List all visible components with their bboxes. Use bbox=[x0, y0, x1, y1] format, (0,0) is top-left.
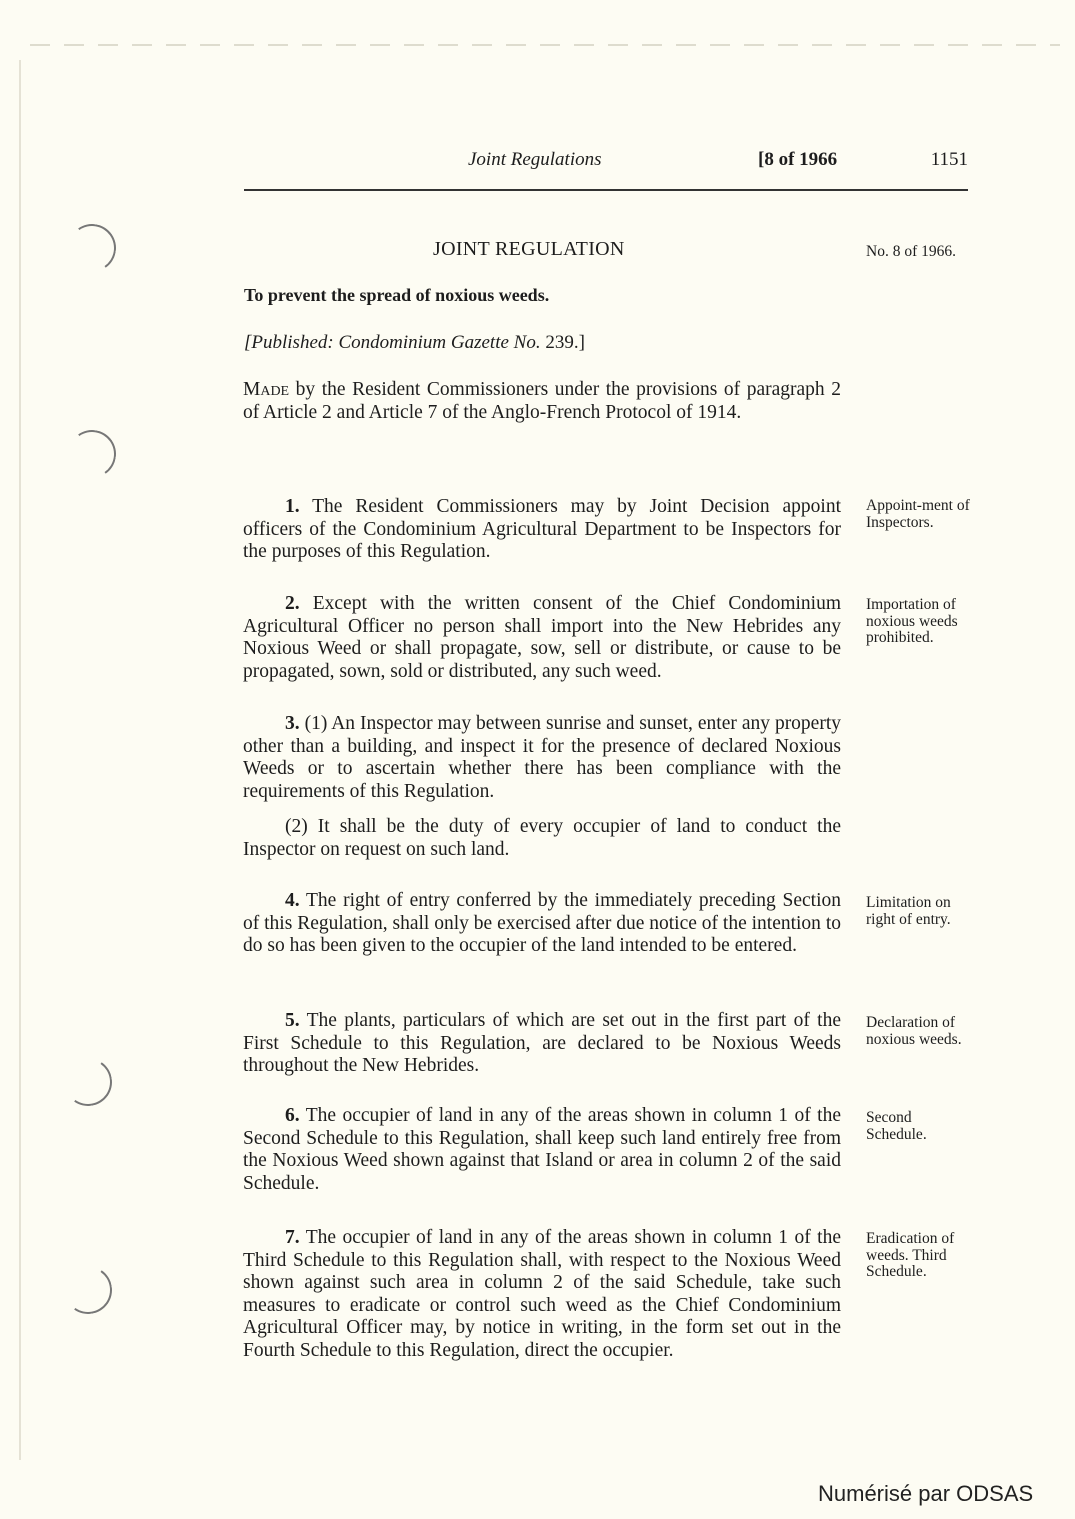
punch-hole-icon bbox=[60, 1262, 116, 1318]
digitization-credit: Numérisé par ODSAS bbox=[818, 1481, 1034, 1506]
margin-note-5: Declaration of noxious weeds. bbox=[866, 1014, 962, 1048]
section-1 bbox=[243, 496, 841, 564]
section-number: 2. bbox=[285, 593, 300, 614]
enacting-first-word: Made bbox=[243, 379, 290, 400]
publication-prefix: [Published: Condominium Gazette No. bbox=[244, 332, 541, 353]
margin-note-4: Limitation on right of entry. bbox=[866, 894, 951, 928]
section-text: Except with the written consent of the Chief Condominium Agricultural Officer no person shall import into the New Hebrides any Noxious Weed or shall propagate, sow, sell or distribute, or cause to be propagated, sown, sold or distributed, any such weed. bbox=[243, 593, 841, 682]
section-text: (1) An Inspector may between sunrise and sunset, enter any property other than a building, and inspect it for the presence of declared Noxious Weeds or to ascertain whether there has been compliance with the requirements of this Regulation. bbox=[243, 713, 841, 802]
section-5 bbox=[243, 1010, 841, 1078]
section-text: The occupier of land in any of the areas shown in column 1 of the Second Schedule to this Regulation, shall keep such land entirely free from the Noxious Weed shown against that Island or area in column 2 of the said Schedule. bbox=[243, 1105, 841, 1194]
margin-note-2: Importation of noxious weeds prohibited. bbox=[866, 596, 958, 646]
section-7 bbox=[243, 1227, 841, 1362]
margin-note-7: Eradication of weeds. Third Schedule. bbox=[866, 1230, 955, 1280]
section-3 bbox=[243, 713, 841, 803]
publication-suffix: 239.] bbox=[540, 332, 585, 353]
enacting-clause bbox=[243, 379, 841, 424]
punch-hole-icon bbox=[60, 1054, 116, 1110]
regulation-reference: [8 of 1966 bbox=[758, 149, 838, 170]
scan-edge-top bbox=[30, 44, 1060, 46]
document-heading: JOINT REGULATION bbox=[433, 238, 625, 260]
section-3-subsection-2: (2) It shall be the duty of every occupier of land to conduct the Inspector on request on such land. bbox=[243, 816, 841, 860]
section-2 bbox=[243, 593, 841, 683]
section-number: 4. bbox=[285, 890, 300, 911]
section-text: The occupier of land in any of the areas shown in column 1 of the Third Schedule to this Regulation shall, with respect to the Noxious Weed shown against such area in column 2 of the said Schedule, take such measures to eradicate or control such weed as the Chief Condominium Agricultural Officer may, by notice in writing, in the form set out in the Fourth Schedule to this Regulation, direct the occupier. bbox=[243, 1227, 841, 1361]
section-text: The Resident Commissioners may by Joint Decision appoint officers of the Condominium Agricultural Department to be Inspectors for the purposes of this Regulation. bbox=[243, 496, 841, 562]
regulation-number: No. 8 of 1966. bbox=[866, 243, 956, 260]
section-number: 6. bbox=[285, 1105, 300, 1126]
margin-note-1: Appoint-ment of Inspectors. bbox=[866, 497, 970, 531]
running-header bbox=[244, 149, 968, 177]
section-number: 5. bbox=[285, 1010, 300, 1031]
section-text: The plants, particulars of which are set out in the first part of the First Schedule to this Regulation, are declared to be Noxious Weeds throughout the New Hebrides. bbox=[243, 1010, 841, 1076]
section-number: 3. bbox=[285, 713, 300, 734]
punch-hole-icon bbox=[64, 426, 120, 482]
page-number: 1151 bbox=[930, 149, 968, 170]
header-rule bbox=[244, 189, 968, 191]
running-title: Joint Regulations bbox=[468, 149, 602, 170]
document-subtitle: To prevent the spread of noxious weeds. bbox=[244, 285, 550, 305]
punch-hole-icon bbox=[64, 220, 120, 276]
section-number: 1. bbox=[285, 496, 300, 517]
scan-edge-left bbox=[19, 60, 21, 1460]
section-number: 7. bbox=[285, 1227, 300, 1248]
section-6 bbox=[243, 1105, 841, 1195]
section-text: The right of entry conferred by the immediately preceding Section of this Regulation, shall only be exercised after due notice of the intention to do so has been given to the occupier of the land intended to be entered. bbox=[243, 890, 841, 956]
enacting-text: by the Resident Commissioners under the provisions of paragraph 2 of Article 2 and Article 7 of the Anglo-French Protocol of 1914. bbox=[243, 379, 841, 423]
publication-note bbox=[244, 332, 585, 354]
section-4 bbox=[243, 890, 841, 958]
margin-note-6: Second Schedule. bbox=[866, 1109, 927, 1143]
